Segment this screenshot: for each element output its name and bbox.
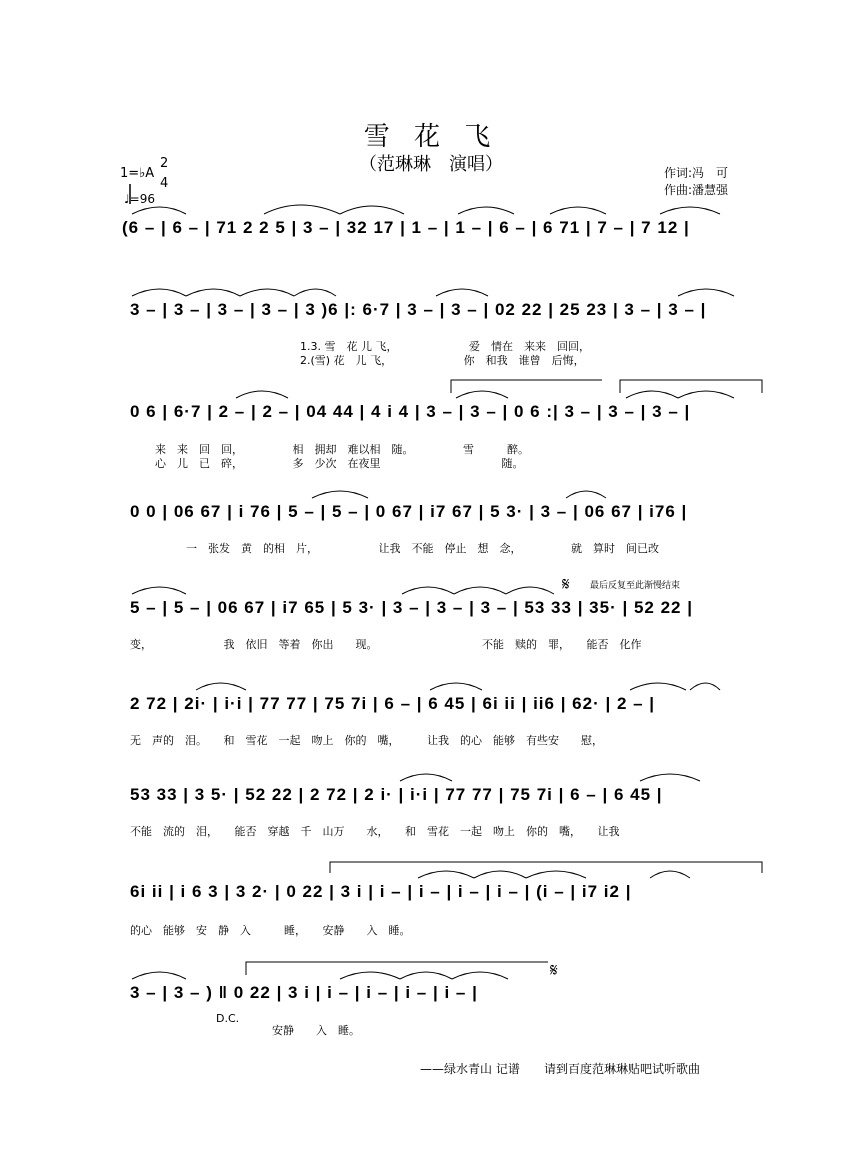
slur-row3-c — [626, 391, 678, 398]
slur-row2-b — [186, 289, 240, 296]
volta-bracket-row9 — [246, 962, 548, 975]
notation-row-9: 3 – | 3 – ) ‖ 0 22 | 3 i | i – | i – | i – | i – | — [130, 983, 478, 1002]
volta-bracket-2 — [620, 380, 762, 393]
slur-row4-a — [312, 491, 368, 498]
lyrics-row-2-line-1: 1.3. 雪 花 儿 飞， 爱 情在 来来 回回， — [300, 340, 590, 353]
lyrics-row-8: 的心 能够 安 静 入 睡， 安静 入 睡。 — [130, 924, 411, 937]
slur-row1-f — [660, 207, 720, 214]
slur-row8-a — [418, 871, 474, 878]
lyricist-credit: 作词:冯 可 — [664, 166, 729, 180]
slur-row1-b — [264, 205, 340, 214]
notation-row-6: 2 72 | 2i· | i·i | 77 77 | 75 7i | 6 – | 6 45 | 6i ii | ii6 | 62· | 2 – | — [130, 694, 656, 713]
recorder-credit: ——绿水青山 记谱 — [420, 1062, 520, 1076]
lyrics-row-5: 变， 我 依旧 等着 你出 现。 不能 赎的 罪， 能否 化作 — [130, 638, 642, 651]
slur-row6-c — [630, 683, 686, 690]
lyrics-row-3-line-2: 心 儿 已 碎， 多 少次 在夜里 随。 — [155, 457, 524, 470]
slur-row9-b — [340, 972, 400, 979]
notation-row-7: 53 33 | 3 5· | 52 22 | 2 72 | 2 i· | i·i | 77 77 | 75 7i | 6 – | 6 45 | — [130, 785, 663, 804]
slur-row3-a — [236, 391, 288, 398]
slur-row3-b — [456, 391, 508, 398]
slur-row8-b — [474, 871, 526, 878]
slur-row6-d — [690, 683, 720, 690]
notation-row-4: 0 0 | 06 67 | i 76 | 5 – | 5 – | 0 67 | i7 67 | 5 3· | 3 – | 06 67 | i76 | — [130, 502, 688, 521]
slur-row2-f — [678, 289, 734, 296]
slur-row5-c — [454, 587, 506, 594]
notation-row-5: 5 – | 5 – | 06 67 | i7 65 | 5 3· | 3 – | 3 – | 3 – | 53 33 | 35· | 52 22 | — [130, 598, 693, 617]
slur-row5-b — [402, 587, 454, 594]
slur-row1-d — [458, 207, 514, 214]
slur-row2-c — [240, 289, 294, 296]
dc-marking: D.C. — [216, 1012, 240, 1025]
lyrics-row-2-line-2: 2.(雪) 花 儿 飞， 你 和我 谁曾 后悔， — [300, 354, 585, 367]
slur-row1-a — [132, 207, 186, 214]
lyrics-row-4: 一 张发 黄 的相 片， 让我 不能 停止 想 念， 就 算时 间已改 — [186, 542, 659, 555]
slur-row9-c — [400, 972, 452, 979]
lyrics-row-7: 不能 流的 泪， 能否 穿越 千 山万 水， 和 雪花 一起 吻上 你的 嘴， 让我 — [130, 825, 620, 838]
composer-credit: 作曲:潘慧强 — [664, 183, 729, 197]
footer-note: 请到百度范琳琳贴吧试听歌曲 — [544, 1062, 701, 1076]
slur-row8-c — [526, 871, 586, 878]
segno-sign-row9: 𝄋 — [550, 960, 558, 981]
slur-row2-d — [294, 289, 336, 296]
time-signature-bottom: 4 — [160, 176, 169, 191]
slur-row7-b — [640, 774, 700, 781]
slur-row2-a — [132, 289, 186, 296]
song-title: 雪 花 飞 — [363, 122, 499, 152]
slur-row5-a — [132, 587, 186, 594]
slur-row6-b — [430, 683, 482, 690]
key-signature: 1=♭A — [120, 166, 155, 181]
slur-row2-e — [436, 289, 488, 296]
notation-row-8: 6i ii | i 6 3 | 3 2· | 0 22 | 3 i | i – | i – | i – | i – | (i – | i7 i2 | — [130, 882, 632, 901]
lyrics-row-6: 无 声的 泪。 和 雪花 一起 吻上 你的 嘴， 让我 的心 能够 有些安 慰， — [130, 734, 603, 747]
tempo-marking: ♩=96 — [124, 192, 155, 206]
slur-row3-d — [678, 391, 734, 398]
lyrics-row-3-line-1: 来 来 回 回， 相 拥却 难以相 随。 雪 醉。 — [155, 443, 529, 456]
lyrics-row-9: 安静 入 睡。 — [272, 1024, 360, 1037]
notation-row-3: 0 6 | 6·7 | 2 – | 2 – | 04 44 | 4 i 4 | 3 – | 3 – | 0 6 :| 3 – | 3 – | 3 – | — [130, 402, 691, 421]
volta-bracket-1 — [451, 380, 602, 393]
slur-row7-a — [400, 774, 452, 781]
slur-row9-d — [452, 972, 508, 979]
notation-row-2: 3 – | 3 – | 3 – | 3 – | 3 )6 |: 6·7 | 3 – | 3 – | 02 22 | 25 23 | 3 – | 3 – | — [130, 300, 707, 319]
song-subtitle: （范琳琳 演唱） — [359, 154, 503, 175]
slur-row4-b — [566, 491, 606, 498]
slur-row8-d — [650, 871, 690, 878]
slur-row5-d — [506, 587, 554, 594]
slur-row1-e — [550, 207, 606, 214]
slur-row9-a — [132, 972, 186, 979]
segno-sign-row5: 𝄋 — [562, 574, 570, 595]
notation-row-1: (6 – | 6 – | 71 2 2 5 | 3 – | 32 17 | 1 – | 1 – | 6 – | 6 71 | 7 – | 7 12 | — [122, 218, 690, 237]
time-signature-top: 2 — [160, 156, 169, 171]
segno-instruction: 最后反复至此渐慢结束 — [590, 581, 681, 591]
slur-row6-a — [196, 683, 246, 690]
slur-row1-c — [340, 206, 404, 214]
